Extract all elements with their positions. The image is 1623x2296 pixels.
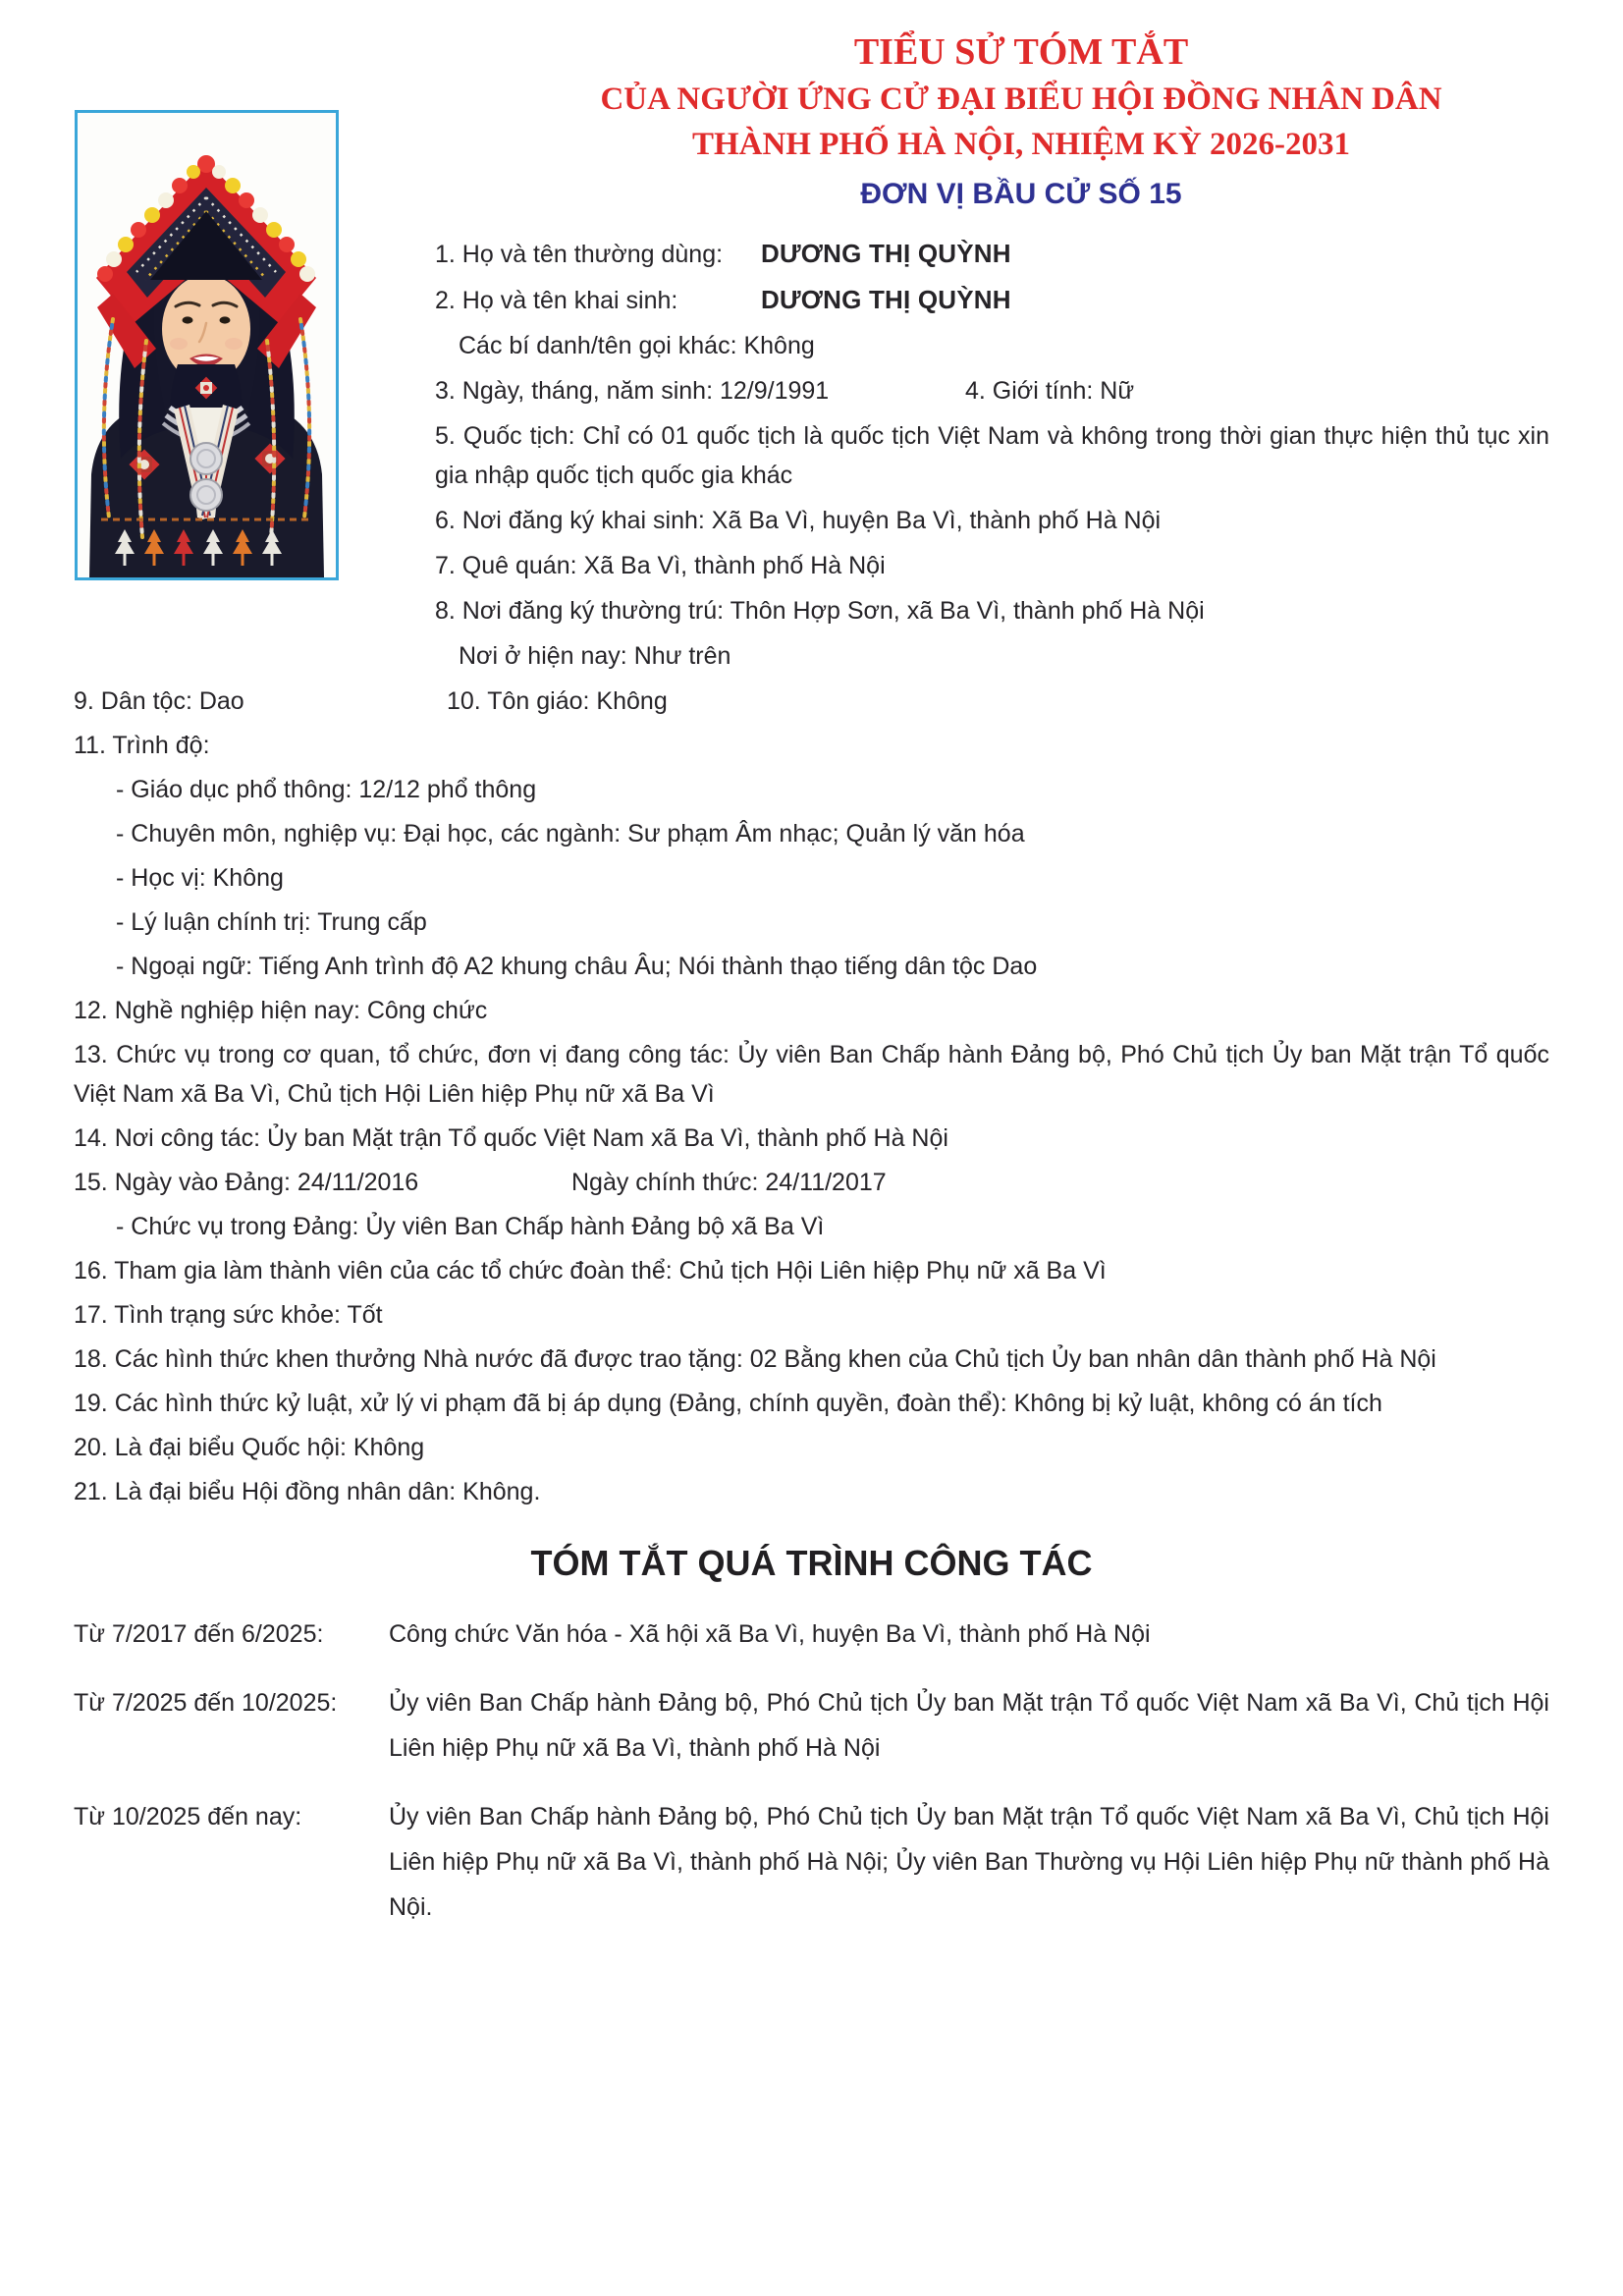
field-nationality: 5. Quốc tịch: Chỉ có 01 quốc tịch là quốc tịch Việt Nam và không trong thời gian thực hiện thủ tục xin gia nhập quốc tịch quốc gia khác [435, 422, 1549, 489]
personal-info-main [74, 682, 1549, 1511]
field-party-official-date: Ngày chính thức: 24/11/2017 [571, 1169, 887, 1196]
field-education-politics: - Lý luận chính trị: Trung cấp [116, 908, 427, 936]
field-religion: 10. Tôn giáo: Không [447, 687, 668, 715]
career-row [74, 1612, 1549, 1657]
title-line-1: TIỂU SỬ TÓM TẮT [853, 31, 1189, 73]
field-common-name-label: 1. Họ và tên thường dùng: [435, 241, 724, 268]
field-position: 13. Chức vụ trong cơ quan, tổ chức, đơn vị đang công tác: Ủy viên Ban Chấp hành Đảng bộ, Phó Chủ tịch Ủy ban Mặt trận Tổ quốc Việt Nam xã Ba Vì, Chủ tịch Hội Liên hiệp Phụ nữ xã Ba Vì [74, 1041, 1549, 1108]
field-gender: 4. Giới tính: Nữ [965, 377, 1135, 405]
career-period: Từ 10/2025 đến nay: [74, 1803, 302, 1831]
field-occupation: 12. Nghề nghiệp hiện nay: Công chức [74, 997, 488, 1024]
career-description: Ủy viên Ban Chấp hành Đảng bộ, Phó Chủ tịch Ủy ban Mặt trận Tổ quốc Việt Nam xã Ba Vì, Chủ tịch Hội Liên hiệp Phụ nữ xã Ba Vì, thành phố Hà Nội [389, 1689, 1549, 1762]
field-workplace: 14. Nơi công tác: Ủy ban Mặt trận Tổ quốc Việt Nam xã Ba Vì, thành phố Hà Nội [74, 1124, 948, 1152]
election-unit-line: ĐƠN VỊ BẦU CỬ SỐ 15 [860, 178, 1182, 210]
career-table [74, 1612, 1549, 1930]
field-national-assembly: 20. Là đại biểu Quốc hội: Không [74, 1434, 425, 1461]
career-section [0, 1541, 1623, 1930]
field-birth-registration: 6. Nơi đăng ký khai sinh: Xã Ba Vì, huyện Ba Vì, thành phố Hà Nội [435, 507, 1162, 534]
title-line-3: THÀNH PHỐ HÀ NỘI, NHIỆM KỲ 2026-2031 [691, 127, 1351, 162]
field-birth-name [435, 280, 1549, 320]
field-birthdate-gender-row [435, 371, 1549, 410]
career-heading: TÓM TẮT QUÁ TRÌNH CÔNG TÁC [530, 1543, 1093, 1583]
career-row [74, 1794, 1549, 1930]
career-period: Từ 7/2017 đến 6/2025: [74, 1620, 324, 1648]
field-birth-name-label: 2. Họ và tên khai sinh: [435, 287, 678, 314]
title-line-2: CỦA NGƯỜI ỨNG CỬ ĐẠI BIỂU HỘI ĐỒNG NHÂN DÂN [600, 82, 1442, 117]
field-peoples-council: 21. Là đại biểu Hội đồng nhân dân: Không. [74, 1478, 541, 1505]
field-common-name-value: DƯƠNG THỊ QUỲNH [761, 239, 1011, 268]
field-education-professional: - Chuyên môn, nghiệp vụ: Đại học, các ngành: Sư phạm Âm nhạc; Quản lý văn hóa [116, 820, 1025, 847]
field-party-join-date: 15. Ngày vào Đảng: 24/11/2016 [74, 1169, 419, 1196]
career-row [74, 1680, 1549, 1771]
field-ethnicity-religion-row [74, 682, 1549, 721]
field-permanent-residence: 8. Nơi đăng ký thường trú: Thôn Hợp Sơn, xã Ba Vì, thành phố Hà Nội [435, 597, 1205, 625]
field-hometown: 7. Quê quán: Xã Ba Vì, thành phố Hà Nội [435, 552, 886, 579]
field-education-language: - Ngoại ngữ: Tiếng Anh trình độ A2 khung châu Âu; Nói thành thạo tiếng dân tộc Dao [116, 953, 1038, 980]
field-organizations: 16. Tham gia làm thành viên của các tổ chức đoàn thể: Chủ tịch Hội Liên hiệp Phụ nữ xã Ba Vì [74, 1257, 1107, 1285]
field-education-general: - Giáo dục phổ thông: 12/12 phổ thông [116, 776, 537, 803]
document-header [437, 27, 1605, 214]
field-health: 17. Tình trạng sức khỏe: Tốt [74, 1301, 383, 1329]
career-period: Từ 7/2025 đến 10/2025: [74, 1689, 338, 1717]
field-discipline: 19. Các hình thức kỷ luật, xử lý vi phạm đã bị áp dụng (Đảng, chính quyền, đoàn thể): Không bị kỷ luật, không có án tích [74, 1390, 1382, 1417]
personal-info-top [435, 234, 1549, 676]
field-aliases: Các bí danh/tên gọi khác: Không [459, 332, 815, 359]
field-current-residence: Nơi ở hiện nay: Như trên [459, 642, 731, 670]
candidate-photo [75, 110, 339, 580]
career-description: Ủy viên Ban Chấp hành Đảng bộ, Phó Chủ tịch Ủy ban Mặt trận Tổ quốc Việt Nam xã Ba Vì, Chủ tịch Hội Liên hiệp Phụ nữ xã Ba Vì, thành phố Hà Nội; Ủy viên Ban Thường vụ Hội Liên hiệp Phụ nữ thành phố Hà Nội. [389, 1803, 1549, 1921]
field-birth-name-value: DƯƠNG THỊ QUỲNH [761, 285, 1011, 314]
field-common-name [435, 234, 1549, 274]
field-awards: 18. Các hình thức khen thưởng Nhà nước đã được trao tặng: 02 Bằng khen của Chủ tịch Ủy ban nhân dân thành phố Hà Nội [74, 1345, 1436, 1373]
field-education-heading: 11. Trình độ: [74, 732, 210, 759]
field-ethnicity: 9. Dân tộc: Dao [74, 687, 244, 715]
career-description: Công chức Văn hóa - Xã hội xã Ba Vì, huyện Ba Vì, thành phố Hà Nội [389, 1620, 1151, 1648]
field-birth-date: 3. Ngày, tháng, năm sinh: 12/9/1991 [435, 377, 830, 405]
field-party-dates-row [74, 1163, 1549, 1202]
field-party-position: - Chức vụ trong Đảng: Ủy viên Ban Chấp hành Đảng bộ xã Ba Vì [116, 1213, 825, 1240]
field-education-degree: - Học vị: Không [116, 864, 284, 892]
portrait-illustration [78, 113, 336, 577]
